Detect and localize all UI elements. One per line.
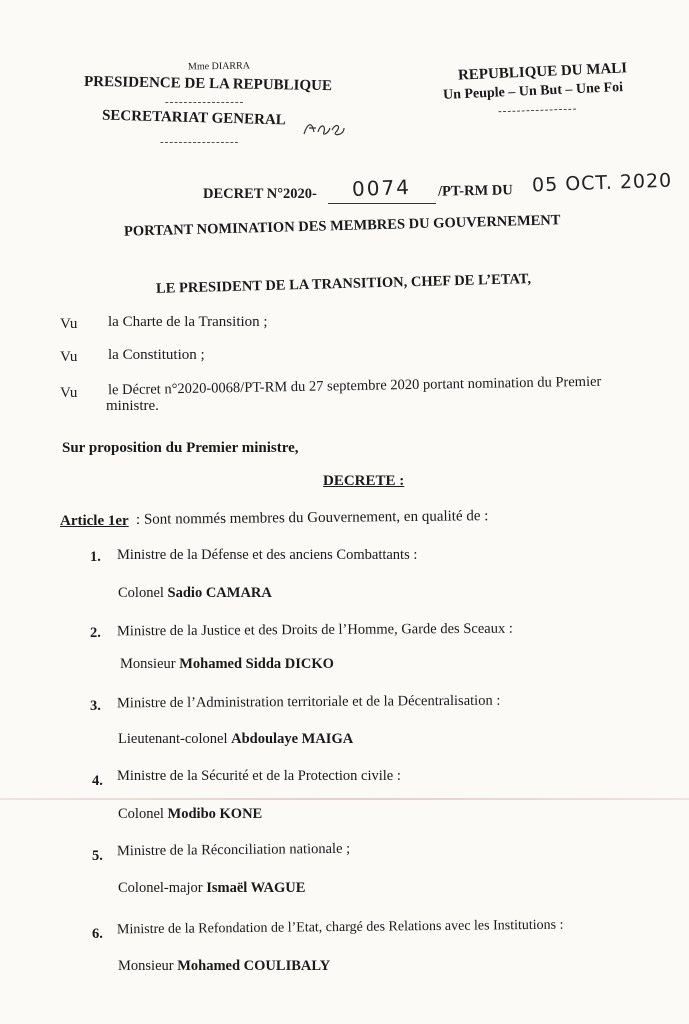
minister-6-person [118,958,330,975]
article-text: : Sont nommés membres du Gouvernement, en qualité de : [135,508,489,528]
president-heading: LE PRESIDENT DE LA TRANSITION, CHEF DE L’ETAT, [155,271,532,297]
vu-decret-premier-ministre-cont: ministre. [106,398,159,414]
minister-1-title: Ministre de la Défense et des anciens Combattants : [117,547,418,563]
minister-2-title: Ministre de la Justice et des Droits de l’Homme, Garde des Sceaux : [116,620,513,640]
vu-constitution: la Constitution ; [108,347,205,363]
article-label: Article 1er [60,513,129,529]
secretariat-initials-icon [302,118,346,138]
minister-3-person [118,731,353,748]
minister-4-person [118,806,262,823]
republique-heading: REPUBLIQUE DU MALI [457,60,628,84]
minister-6-name: Mohamed COULIBALY [177,958,331,974]
minister-4-name: Modibo KONE [167,806,263,822]
minister-1-name: Sadio CAMARA [167,585,272,601]
minister-1-rank: Colonel [118,585,164,601]
vu-decret-premier-ministre: le Décret n°2020-0068/PT-RM du 27 septembre 2020 portant nomination du Premier [107,373,602,399]
minister-2-rank: Monsieur [120,656,176,672]
minister-6-rank: Monsieur [118,958,174,974]
vu-label-1: Vu [60,316,78,332]
header-left-separator-2: ----------------- [160,136,240,148]
minister-3-name: Abdoulaye MAIGA [231,731,354,747]
minister-6-title: Ministre de la Refondation de l’Etat, chargé des Relations avec les Institutions : [116,917,564,938]
minister-5-name: Ismaël WAGUE [206,880,306,896]
decrete-heading: DECRETE : [323,473,405,489]
minister-5-number: 5. [92,848,103,864]
minister-4-title: Ministre de la Sécurité et de la Protection civile : [117,768,401,784]
header-right-separator: ----------------- [497,102,578,118]
devise: Un Peuple – Un But – Une Foi [442,80,624,103]
minister-4-number: 4. [92,773,103,789]
paper-fold-line [0,798,689,800]
minister-5-rank: Colonel-major [118,880,203,896]
proposition-line: Sur proposition du Premier ministre, [62,440,299,456]
decret-date: 05 OCT. 2020 [531,169,673,197]
vu-label-2: Vu [60,349,78,365]
vu-charte: la Charte de la Transition ; [108,314,268,330]
mme-mention: Mme DIARRA [187,60,251,73]
minister-1-person [118,585,272,602]
vu-label-3: Vu [60,385,78,401]
minister-5-person [118,880,305,897]
minister-4-rank: Colonel [118,806,164,822]
decret-number: 0074 [351,174,412,202]
minister-2-number: 2. [90,625,101,641]
decret-prefix: DECRET N°2020- [203,186,317,202]
minister-3-number: 3. [90,698,101,714]
minister-6-number: 6. [92,926,103,942]
minister-2-person [120,656,334,673]
header-left-separator-1: ----------------- [165,96,245,108]
minister-2-name: Mohamed Sidda DICKO [179,656,334,672]
minister-5-title: Ministre de la Réconciliation nationale ; [116,840,351,860]
decret-number-underline [328,203,436,204]
presidence-heading: PRESIDENCE DE LA REPUBLIQUE [83,73,333,95]
secretariat-heading: SECRETARIAT GENERAL [101,107,286,129]
decret-middle: /PT-RM DU [437,182,513,200]
decret-subject: PORTANT NOMINATION DES MEMBRES DU GOUVERNEMENT [123,212,561,240]
minister-3-rank: Lieutenant-colonel [118,731,228,747]
minister-1-number: 1. [90,549,101,565]
minister-3-title: Ministre de l’Administration territoriale et de la Décentralisation : [116,692,501,712]
